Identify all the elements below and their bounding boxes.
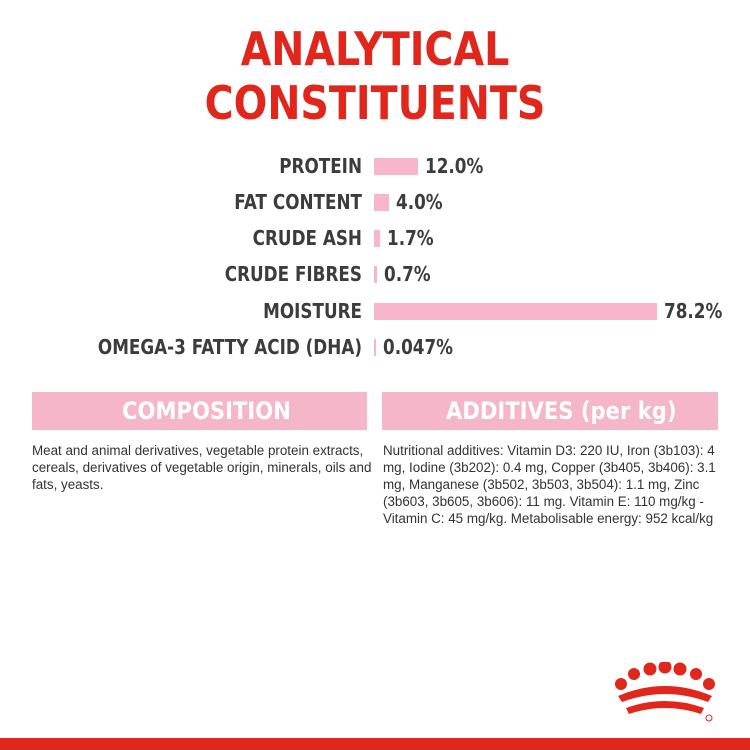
bottom-brand-strip <box>0 738 750 750</box>
bar-label: FAT CONTENT <box>234 190 362 214</box>
page-title <box>53 22 698 130</box>
bar-label: CRUDE ASH <box>252 226 362 250</box>
bar <box>374 194 389 211</box>
crown-logo-icon <box>612 662 718 724</box>
composition-header-label: COMPOSITION <box>122 397 291 425</box>
title-line-2: CONSTITUENTS <box>204 76 546 130</box>
bar <box>374 303 657 320</box>
bar-label: MOISTURE <box>263 299 362 323</box>
composition-text: Meat and animal derivatives, vegetable protein extracts, cereals, derivatives of vegetable origin, minerals, oils and fats, yeasts. <box>32 443 372 492</box>
additives-header-label: ADDITIVES (per kg) <box>446 397 677 425</box>
bar-value-label: 4.0% <box>395 190 443 214</box>
bar-value-label: 0.7% <box>383 262 431 286</box>
bar <box>374 230 380 247</box>
additives-header <box>382 392 718 430</box>
bar <box>374 339 376 356</box>
bar-label: PROTEIN <box>279 154 362 178</box>
bar-value-label: 78.2% <box>664 299 723 323</box>
analytical-constituents-chart <box>0 156 750 376</box>
title-line-1: ANALYTICAL <box>240 22 510 76</box>
bar-value-label: 1.7% <box>387 226 434 250</box>
composition-header <box>32 392 367 430</box>
additives-text: Nutritional additives: Vitamin D3: 220 IU, Iron (3b103): 4 mg, Iodine (3b202): 0.4 mg, Copper (3b405, 3b406): 3.1 mg, Manganese (3b502, 3b503, 3b504): 1.1 mg, Zinc (3b603, 3b605, 3b606): 11 mg. Vitamin E: 110 mg/kg - Vitamin C: 45 mg/kg. Metabolisable energy: 952 kcal/kg <box>383 443 716 526</box>
bar-value-label: 12.0% <box>424 154 483 178</box>
bar-label: OMEGA-3 FATTY ACID (DHA) <box>97 335 363 359</box>
bar-value-label: 0.047% <box>383 335 453 359</box>
bar <box>374 158 418 175</box>
bar-label: CRUDE FIBRES <box>224 262 362 286</box>
bar <box>374 266 377 283</box>
